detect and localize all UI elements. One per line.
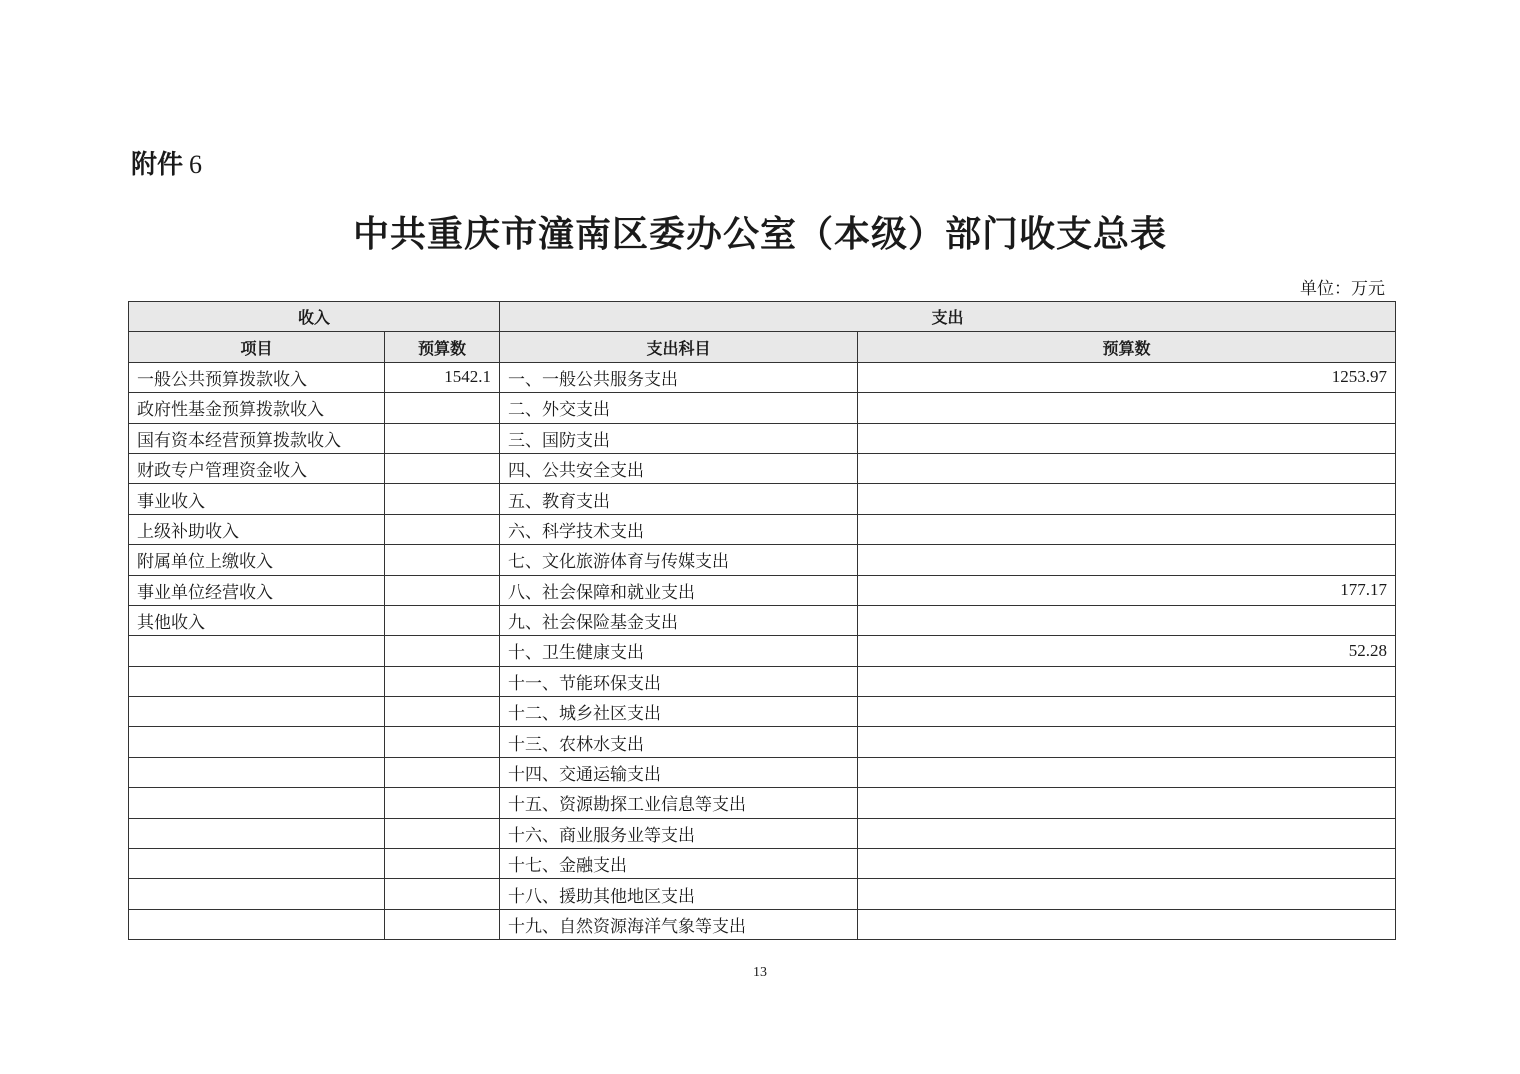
income-budget-cell [385, 423, 500, 453]
expense-item-cell: 四、公共安全支出 [500, 453, 858, 483]
expense-budget-cell [858, 666, 1396, 696]
document-title: 中共重庆市潼南区委办公室（本级）部门收支总表 [352, 213, 1167, 255]
expense-item-cell: 十二、城乡社区支出 [500, 697, 858, 727]
expense-item-cell: 十八、援助其他地区支出 [500, 879, 858, 909]
income-item-cell [129, 666, 385, 696]
income-item-cell: 一般公共预算拨款收入 [129, 362, 385, 392]
income-item-cell [129, 879, 385, 909]
annex-number: 6 [189, 150, 203, 179]
income-item-cell: 事业单位经营收入 [129, 575, 385, 605]
table-row [129, 636, 1396, 666]
table-row [129, 849, 1396, 879]
income-budget-cell [385, 545, 500, 575]
income-budget-cell [385, 818, 500, 848]
expense-item-cell: 十四、交通运输支出 [500, 757, 858, 787]
income-item-cell [129, 849, 385, 879]
expense-budget-cell: 52.28 [858, 636, 1396, 666]
table-row [129, 484, 1396, 514]
table-row [129, 879, 1396, 909]
annex-text: 附件 [131, 150, 184, 180]
expense-budget-cell [858, 788, 1396, 818]
table-row [129, 545, 1396, 575]
sub-header-row [129, 332, 1396, 362]
expense-budget-cell [858, 423, 1396, 453]
income-item-cell: 事业收入 [129, 484, 385, 514]
table-row [129, 727, 1396, 757]
income-item-cell [129, 757, 385, 787]
expense-item-cell: 十、卫生健康支出 [500, 636, 858, 666]
income-item-cell: 其他收入 [129, 605, 385, 635]
expense-item-cell: 三、国防支出 [500, 423, 858, 453]
expense-budget-cell [858, 879, 1396, 909]
table-row [129, 393, 1396, 423]
table-row [129, 818, 1396, 848]
expense-budget-cell [858, 484, 1396, 514]
expense-budget-cell [858, 393, 1396, 423]
income-budget-cell [385, 879, 500, 909]
income-budget-cell [385, 484, 500, 514]
table-row [129, 575, 1396, 605]
income-item-cell: 财政专户管理资金收入 [129, 453, 385, 483]
table-body [129, 362, 1396, 939]
expense-budget-cell [858, 849, 1396, 879]
income-item-cell [129, 697, 385, 727]
income-budget-header: 预算数 [385, 332, 500, 362]
table-row [129, 423, 1396, 453]
expense-item-cell: 七、文化旅游体育与传媒支出 [500, 545, 858, 575]
expense-item-cell: 十七、金融支出 [500, 849, 858, 879]
expense-budget-cell [858, 697, 1396, 727]
income-budget-cell [385, 788, 500, 818]
expense-item-cell: 八、社会保障和就业支出 [500, 575, 858, 605]
group-header-row [129, 302, 1396, 332]
unit-label: 单位：万元 [1300, 279, 1385, 299]
table-row [129, 605, 1396, 635]
table-row [129, 514, 1396, 544]
income-budget-cell [385, 636, 500, 666]
income-item-cell [129, 909, 385, 939]
table-row [129, 697, 1396, 727]
expense-item-cell: 十一、节能环保支出 [500, 666, 858, 696]
income-budget-cell [385, 727, 500, 757]
income-group-header: 收入 [129, 302, 500, 332]
income-item-cell: 附属单位上缴收入 [129, 545, 385, 575]
budget-table [128, 301, 1396, 940]
income-item-cell [129, 818, 385, 848]
expense-budget-cell [858, 453, 1396, 483]
page-number: 13 [753, 965, 767, 980]
expense-budget-cell: 177.17 [858, 575, 1396, 605]
table-row [129, 362, 1396, 392]
expense-item-cell: 九、社会保险基金支出 [500, 605, 858, 635]
expense-budget-cell: 1253.97 [858, 362, 1396, 392]
expense-budget-header: 预算数 [858, 332, 1396, 362]
income-budget-cell [385, 575, 500, 605]
expense-item-cell: 二、外交支出 [500, 393, 858, 423]
income-budget-cell [385, 697, 500, 727]
expense-item-cell: 五、教育支出 [500, 484, 858, 514]
income-item-cell [129, 636, 385, 666]
table-row [129, 757, 1396, 787]
income-item-cell: 政府性基金预算拨款收入 [129, 393, 385, 423]
income-budget-cell [385, 514, 500, 544]
income-budget-cell [385, 666, 500, 696]
income-item-cell: 上级补助收入 [129, 514, 385, 544]
income-item-cell [129, 788, 385, 818]
income-item-cell: 国有资本经营预算拨款收入 [129, 423, 385, 453]
table-row [129, 909, 1396, 939]
table-row [129, 666, 1396, 696]
income-budget-cell [385, 393, 500, 423]
income-budget-cell [385, 849, 500, 879]
annex-label [131, 144, 202, 181]
income-budget-cell [385, 909, 500, 939]
income-item-header: 项目 [129, 332, 385, 362]
income-budget-cell: 1542.1 [385, 362, 500, 392]
expense-item-header: 支出科目 [500, 332, 858, 362]
table-row [129, 788, 1396, 818]
expense-budget-cell [858, 545, 1396, 575]
expense-budget-cell [858, 727, 1396, 757]
expense-budget-cell [858, 757, 1396, 787]
expense-budget-cell [858, 818, 1396, 848]
income-item-cell [129, 727, 385, 757]
income-budget-cell [385, 453, 500, 483]
expense-group-header: 支出 [500, 302, 1396, 332]
expense-budget-cell [858, 909, 1396, 939]
expense-item-cell: 十三、农林水支出 [500, 727, 858, 757]
expense-budget-cell [858, 514, 1396, 544]
expense-item-cell: 十九、自然资源海洋气象等支出 [500, 909, 858, 939]
expense-item-cell: 六、科学技术支出 [500, 514, 858, 544]
expense-item-cell: 十六、商业服务业等支出 [500, 818, 858, 848]
income-budget-cell [385, 605, 500, 635]
expense-budget-cell [858, 605, 1396, 635]
expense-item-cell: 十五、资源勘探工业信息等支出 [500, 788, 858, 818]
expense-item-cell: 一、一般公共服务支出 [500, 362, 858, 392]
table-row [129, 453, 1396, 483]
income-budget-cell [385, 757, 500, 787]
